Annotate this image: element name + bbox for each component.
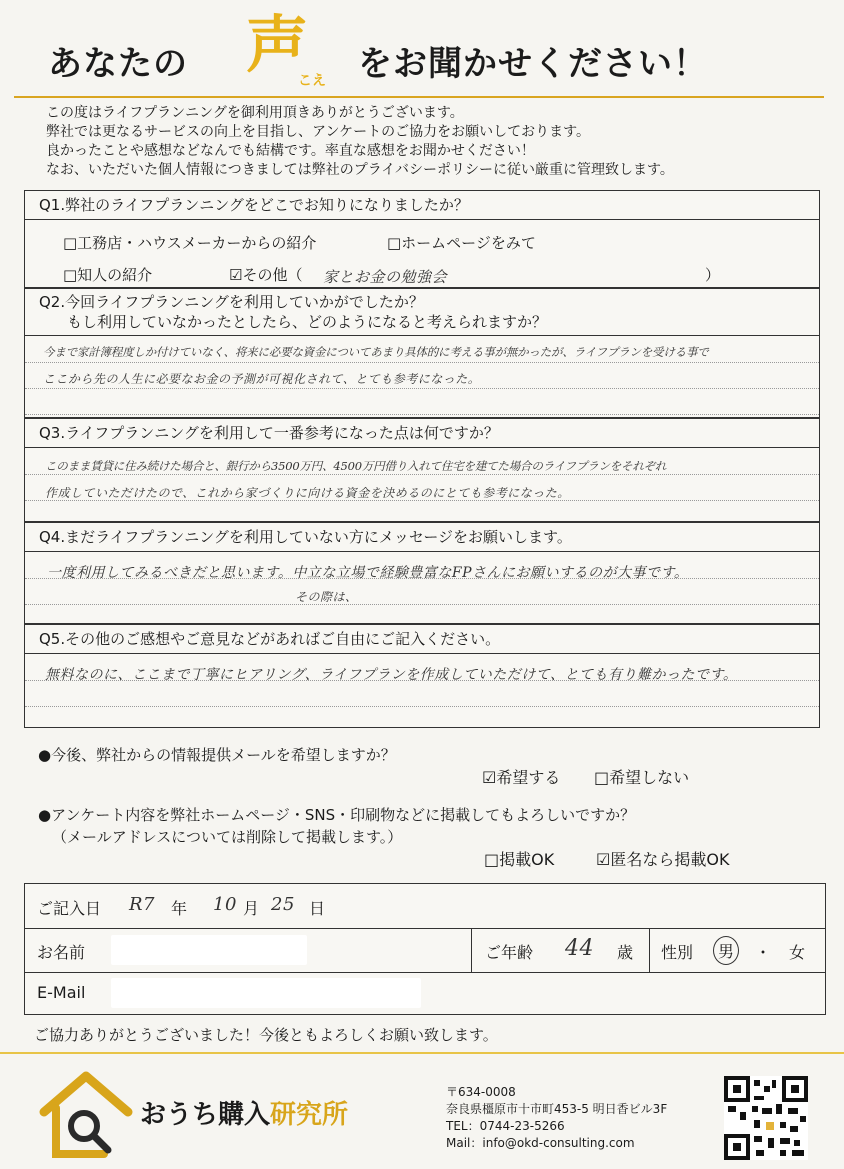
- brand-name-accent: 研究所: [270, 1100, 349, 1130]
- q4-question: Q4.まだライフプランニングを利用していない方にメッセージをお願いします。: [25, 523, 819, 552]
- date-day: 25: [271, 894, 295, 915]
- q2-answer-line2: ここから先の人生に必要なお金の予測が可視化されて、とても参考になった。: [43, 372, 481, 386]
- intro-text: [46, 104, 674, 180]
- q1-option-friend[interactable]: □知人の紹介: [63, 266, 153, 284]
- q5-answer-area: [25, 654, 819, 730]
- publish-choice-anonymous[interactable]: ☑匿名なら掲載OK: [596, 850, 730, 869]
- publish-question-line1: ●アンケート内容を弊社ホームページ・SNS・印刷物などに掲載してもよろしいですか？: [38, 806, 636, 824]
- thanks-message: ご協力ありがとうございました！今後ともよろしくお願い致します。: [34, 1026, 498, 1044]
- gender-female[interactable]: 女: [789, 943, 806, 962]
- email-redaction: [111, 978, 421, 1008]
- q3-answer-area: [25, 448, 819, 524]
- date-month: 10: [213, 894, 237, 915]
- q1-question: Q1.弊社のライフプランニングをどこでお知りになりましたか？: [25, 191, 819, 220]
- q5-box: [24, 624, 820, 728]
- intro-line: この度はライフプランニングを御利用頂きありがとうございます。: [46, 105, 464, 121]
- mail-choice-no[interactable]: □希望しない: [594, 768, 690, 787]
- q2-answer-area: [25, 336, 819, 418]
- mail-question: ●今後、弊社からの情報提供メールを希望しますか？: [38, 746, 396, 764]
- title-underline: [14, 96, 824, 98]
- publish-question-line2: （メールアドレスについては削除して掲載します。）: [52, 828, 403, 846]
- q1-option-other[interactable]: ☑その他（: [229, 266, 303, 284]
- age-label: ご年齢: [485, 943, 534, 962]
- q2-question-line1: Q2.今回ライフプランニングを利用していかがでしたか？: [39, 293, 424, 311]
- date-row: [25, 884, 825, 929]
- q2-question-line2: もし利用していなかったとしたら、どのようになると考えられますか？: [67, 313, 548, 331]
- q4-answer-line1: 一度利用してみるべきだと思います。中立な立場で経験豊富なFPさんにお願いするのが大事です。: [47, 565, 689, 581]
- q2-box: [24, 288, 820, 418]
- ruled-line: [25, 474, 819, 475]
- q3-answer-line2: 作成していただけたので、これから家づくりに向ける資金を決めるのにとても参考になった。: [45, 486, 570, 500]
- company-address: [446, 1084, 667, 1152]
- divider: [649, 928, 650, 972]
- q4-answer-area: [25, 552, 819, 626]
- house-search-logo-icon: [38, 1068, 134, 1166]
- date-month-unit: 月: [243, 899, 260, 918]
- date-label: ご記入日: [37, 899, 102, 918]
- name-row: [25, 928, 825, 973]
- ruled-line: [25, 388, 819, 389]
- publish-choice-ok[interactable]: □掲載OK: [484, 850, 555, 869]
- q4-box: [24, 522, 820, 624]
- title-after: をお聞かせください！: [358, 44, 708, 84]
- q5-answer-line1: 無料なのに、ここまで丁寧にヒアリング、ライフプランを作成していただけて、とても有り難かったです。: [45, 667, 738, 683]
- q1-other-answer: 家とお金の勉強会: [323, 268, 448, 286]
- divider: [471, 928, 472, 972]
- q1-option-homepage[interactable]: □ホームページをみて: [387, 234, 536, 252]
- title-ruby: こえ: [298, 73, 326, 89]
- ruled-line: [25, 414, 819, 415]
- intro-line: 良かったことや感想などなんでも結構です。率直な感想をお聞かせください！: [46, 143, 535, 159]
- q2-answer-line1: 今まで家計簿程度しか付けていなく、将来に必要な資金についてあまり具体的に考える事が無かったが、ライフプランを受ける事で: [43, 345, 709, 359]
- ruled-line: [25, 706, 819, 707]
- phone-number: TEL：0744-23-5266: [446, 1119, 565, 1133]
- gender-label: 性別: [661, 943, 694, 962]
- intro-line: 弊社では更なるサービスの向上を目指し、アンケートのご協力をお願いしております。: [46, 124, 591, 140]
- intro-line: なお、いただいた個人情報につきましては弊社のプライバシーポリシーに従い厳重に管理致します。: [46, 162, 674, 178]
- respondent-info-table: [24, 883, 826, 1015]
- q1-option-builder[interactable]: □工務店・ハウスメーカーからの紹介: [63, 234, 317, 252]
- q1-other-close: ）: [705, 266, 721, 284]
- q1-options: [25, 220, 819, 290]
- q4-answer-insert: その際は、: [295, 590, 358, 604]
- title-accent: 声: [246, 8, 309, 81]
- title: [0, 8, 844, 94]
- q1-box: [24, 190, 820, 288]
- q5-question: Q5.その他のご感想やご意見などがあればご自由にご記入ください。: [25, 625, 819, 654]
- email-row: [25, 972, 825, 1014]
- brand-name-plain: おうち購入: [140, 1100, 271, 1130]
- mail-choice-yes[interactable]: ☑希望する: [482, 768, 561, 787]
- gender-separator: ・: [755, 943, 772, 962]
- name-label: お名前: [37, 943, 86, 962]
- date-era: R7: [129, 894, 156, 915]
- ruled-line: [25, 604, 819, 605]
- q3-answer-line1: このまま賃貸に住み続けた場合と、銀行から3500万円、4500万円借り入れて住宅を建てた場合のライフプランをそれぞれ: [45, 459, 667, 473]
- q2-question: [25, 289, 819, 336]
- email-address: Mail：info@okd-consulting.com: [446, 1136, 635, 1150]
- q3-box: [24, 418, 820, 522]
- gender-male-circled[interactable]: 男: [713, 936, 739, 965]
- title-before: あなたの: [48, 44, 188, 84]
- qr-code-icon[interactable]: [724, 1076, 808, 1160]
- date-year-unit: 年: [171, 899, 188, 918]
- age-value: 44: [565, 936, 594, 961]
- ruled-line: [25, 362, 819, 363]
- brand-name: [140, 1094, 348, 1131]
- street-address: 奈良県橿原市十市町453-5 明日香ビル3F: [446, 1102, 668, 1116]
- postal-code: 〒634-0008: [446, 1085, 516, 1099]
- email-label: E-Mail: [37, 983, 86, 1002]
- name-redaction: [111, 935, 307, 965]
- q3-question: Q3.ライフプランニングを利用して一番参考になった点は何ですか？: [25, 419, 819, 448]
- date-day-unit: 日: [309, 899, 326, 918]
- age-unit: 歳: [617, 943, 634, 962]
- footer: [0, 1052, 844, 1169]
